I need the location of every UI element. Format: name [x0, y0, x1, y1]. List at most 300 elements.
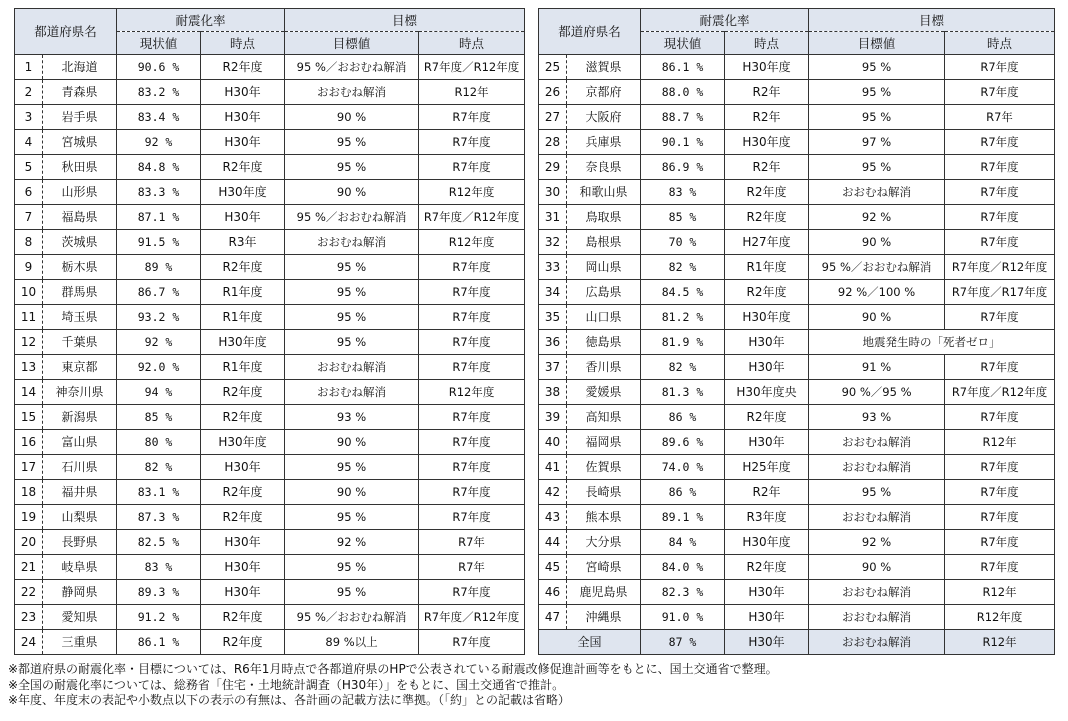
national-rate-value: 87 %	[641, 630, 725, 655]
seismic-rate-time: R2年	[725, 80, 809, 105]
table-row	[539, 405, 1055, 430]
target-value: 90 %	[809, 230, 945, 255]
national-target-value: おおむね解消	[809, 630, 945, 655]
prefecture-name: 宮崎県	[567, 555, 641, 580]
table-row	[15, 205, 525, 230]
row-number: 41	[539, 455, 567, 480]
prefecture-name: 京都府	[567, 80, 641, 105]
target-time: R7年	[419, 555, 525, 580]
table-row	[15, 430, 525, 455]
table-row	[15, 130, 525, 155]
table-row	[539, 80, 1055, 105]
row-number: 2	[15, 80, 43, 105]
target-value: 95 %	[285, 580, 419, 605]
table-row	[539, 255, 1055, 280]
target-time: R12年度	[419, 180, 525, 205]
header-rate-group: 耐震化率	[641, 9, 809, 32]
target-value: 95 %／おおむね解消	[285, 605, 419, 630]
seismic-rate-value: 84 %	[641, 530, 725, 555]
prefecture-name: 滋賀県	[567, 55, 641, 80]
prefecture-name: 沖縄県	[567, 605, 641, 630]
prefecture-name: 山梨県	[43, 505, 117, 530]
seismic-rate-time: R1年度	[201, 355, 285, 380]
target-time: R7年度	[945, 80, 1055, 105]
footnotes	[8, 662, 778, 709]
table-row	[15, 80, 525, 105]
seismic-rate-time: R1年度	[201, 305, 285, 330]
table-row	[539, 530, 1055, 555]
seismic-rate-time: H30年度	[725, 530, 809, 555]
seismic-rate-value: 83 %	[641, 180, 725, 205]
seismic-rate-value: 81.9 %	[641, 330, 725, 355]
row-number: 11	[15, 305, 43, 330]
seismic-rate-value: 86.7 %	[117, 280, 201, 305]
prefecture-name: 佐賀県	[567, 455, 641, 480]
table-row	[539, 355, 1055, 380]
footnote: ※都道府県の耐震化率・目標については、R6年1月時点で各都道府県のHPで公表されている耐震改修促進計画等をもとに、国土交通省で整理。	[8, 662, 778, 676]
seismic-rate-time: R2年度	[201, 630, 285, 655]
row-number: 4	[15, 130, 43, 155]
target-time: R7年度	[945, 155, 1055, 180]
table-row	[15, 230, 525, 255]
row-number: 37	[539, 355, 567, 380]
target-time: R7年度	[945, 405, 1055, 430]
target-value: 95 %	[285, 505, 419, 530]
seismic-rate-time: H30年	[725, 580, 809, 605]
target-time: R7年度	[419, 105, 525, 130]
seismic-rate-value: 86.9 %	[641, 155, 725, 180]
table-row	[15, 630, 525, 655]
target-value: 95 %／おおむね解消	[285, 205, 419, 230]
seismic-rate-time: R1年度	[725, 255, 809, 280]
seismic-rate-value: 86 %	[641, 480, 725, 505]
target-value: おおむね解消	[285, 380, 419, 405]
row-number: 17	[15, 455, 43, 480]
target-time: R12年度	[945, 605, 1055, 630]
prefecture-name: 茨城県	[43, 230, 117, 255]
target-time: R7年度	[419, 155, 525, 180]
table-row	[15, 580, 525, 605]
seismic-rate-value: 82.5 %	[117, 530, 201, 555]
header-target-time: 時点	[419, 32, 525, 55]
target-value: おおむね解消	[809, 430, 945, 455]
target-time: R7年度	[419, 480, 525, 505]
target-value: 95 %	[809, 55, 945, 80]
prefecture-name: 福島県	[43, 205, 117, 230]
seismic-rate-time: H27年度	[725, 230, 809, 255]
target-value: おおむね解消	[809, 580, 945, 605]
target-value: おおむね解消	[285, 230, 419, 255]
target-time: R7年度	[945, 455, 1055, 480]
table-row	[539, 330, 1055, 355]
seismic-rate-time: R3年	[201, 230, 285, 255]
table-row	[15, 305, 525, 330]
target-time: R7年度	[945, 305, 1055, 330]
seismic-rate-time: R2年度	[725, 180, 809, 205]
prefecture-name: 長崎県	[567, 480, 641, 505]
seismic-rate-time: R2年度	[725, 405, 809, 430]
target-time: R7年度	[945, 355, 1055, 380]
seismic-rate-time: R2年	[725, 155, 809, 180]
seismic-rate-value: 88.7 %	[641, 105, 725, 130]
table-row	[15, 55, 525, 80]
table-row	[15, 405, 525, 430]
seismic-rate-time: H30年度	[725, 130, 809, 155]
table-row	[15, 330, 525, 355]
target-value: 91 %	[809, 355, 945, 380]
header-rate-time: 時点	[201, 32, 285, 55]
left-table-body	[15, 55, 525, 655]
target-value: 92 %	[809, 530, 945, 555]
row-number: 35	[539, 305, 567, 330]
target-value: 97 %	[809, 130, 945, 155]
prefecture-name: 山形県	[43, 180, 117, 205]
table-row	[539, 305, 1055, 330]
prefecture-name: 高知県	[567, 405, 641, 430]
prefecture-name: 香川県	[567, 355, 641, 380]
row-number: 14	[15, 380, 43, 405]
prefecture-name: 富山県	[43, 430, 117, 455]
target-value: 95 %	[285, 455, 419, 480]
seismic-rate-time: R2年度	[201, 380, 285, 405]
header-current: 現状値	[117, 32, 201, 55]
target-time: R12年	[419, 80, 525, 105]
seismic-rate-time: R2年度	[201, 605, 285, 630]
row-number: 33	[539, 255, 567, 280]
seismic-rate-value: 92 %	[117, 330, 201, 355]
row-number: 23	[15, 605, 43, 630]
seismic-rate-time: R3年度	[725, 505, 809, 530]
target-value: 95 %	[809, 105, 945, 130]
target-time: R7年度	[419, 405, 525, 430]
row-number: 15	[15, 405, 43, 430]
table-row	[539, 430, 1055, 455]
seismic-rate-value: 92.0 %	[117, 355, 201, 380]
target-time: R7年度	[419, 430, 525, 455]
table-row	[539, 230, 1055, 255]
seismic-rate-time: R2年度	[201, 55, 285, 80]
target-time: R12年度	[419, 230, 525, 255]
target-value: 90 %	[285, 180, 419, 205]
target-value: おおむね解消	[809, 505, 945, 530]
table-row	[539, 580, 1055, 605]
target-time: R7年度	[419, 455, 525, 480]
target-time: R7年度	[419, 330, 525, 355]
prefecture-name: 栃木県	[43, 255, 117, 280]
row-number: 16	[15, 430, 43, 455]
prefecture-name: 石川県	[43, 455, 117, 480]
row-number: 8	[15, 230, 43, 255]
prefecture-name: 埼玉県	[43, 305, 117, 330]
target-value: 95 %	[285, 305, 419, 330]
seismic-rate-value: 83.2 %	[117, 80, 201, 105]
prefecture-name: 熊本県	[567, 505, 641, 530]
seismic-rate-value: 94 %	[117, 380, 201, 405]
header-rate-group: 耐震化率	[117, 9, 285, 32]
target-value: 90 %	[809, 305, 945, 330]
target-value: 95 %／おおむね解消	[809, 255, 945, 280]
target-value: 95 %	[285, 280, 419, 305]
target-time: R7年度	[419, 280, 525, 305]
table-row	[15, 105, 525, 130]
target-time: R7年度	[419, 305, 525, 330]
target-value: 95 %	[809, 80, 945, 105]
target-time: R7年	[419, 530, 525, 555]
prefecture-name: 岩手県	[43, 105, 117, 130]
seismic-rate-value: 92 %	[117, 130, 201, 155]
seismic-rate-time: R2年度	[725, 205, 809, 230]
table-row	[539, 180, 1055, 205]
row-number: 46	[539, 580, 567, 605]
seismic-rate-time: R2年度	[725, 555, 809, 580]
seismic-rate-value: 83.4 %	[117, 105, 201, 130]
table-row	[15, 155, 525, 180]
prefecture-name: 東京都	[43, 355, 117, 380]
row-number: 30	[539, 180, 567, 205]
prefecture-name: 福井県	[43, 480, 117, 505]
row-number: 25	[539, 55, 567, 80]
target-value: おおむね解消	[809, 455, 945, 480]
seismic-rate-time: R2年度	[201, 480, 285, 505]
target-time: R7年度	[945, 530, 1055, 555]
table-row	[15, 380, 525, 405]
target-value: おおむね解消	[285, 80, 419, 105]
target-time: R7年度	[945, 180, 1055, 205]
target-time: R7年度	[945, 505, 1055, 530]
row-number: 34	[539, 280, 567, 305]
target-time: R7年度	[945, 130, 1055, 155]
seismic-rate-value: 84.0 %	[641, 555, 725, 580]
table-row	[539, 55, 1055, 80]
target-time: R7年度	[945, 205, 1055, 230]
prefecture-name: 岐阜県	[43, 555, 117, 580]
seismic-rate-time: R1年度	[201, 280, 285, 305]
row-number: 6	[15, 180, 43, 205]
seismic-rate-value: 89.3 %	[117, 580, 201, 605]
seismic-rate-value: 85 %	[117, 405, 201, 430]
target-value: おおむね解消	[809, 180, 945, 205]
seismic-rate-value: 80 %	[117, 430, 201, 455]
table-row	[15, 180, 525, 205]
header-target-time: 時点	[945, 32, 1055, 55]
seismic-rate-value: 81.2 %	[641, 305, 725, 330]
table-row	[15, 555, 525, 580]
table-row	[15, 480, 525, 505]
table-row	[15, 505, 525, 530]
prefecture-name: 島根県	[567, 230, 641, 255]
table-row	[15, 455, 525, 480]
seismic-rate-time: H30年度	[201, 430, 285, 455]
seismic-rate-value: 82 %	[641, 255, 725, 280]
header-rate-time: 時点	[725, 32, 809, 55]
row-number: 1	[15, 55, 43, 80]
prefecture-name: 福岡県	[567, 430, 641, 455]
target-value: おおむね解消	[285, 355, 419, 380]
target-value: おおむね解消	[809, 605, 945, 630]
table-row	[539, 155, 1055, 180]
seismic-rate-time: R2年	[725, 480, 809, 505]
target-time: R7年度／R12年度	[945, 380, 1055, 405]
national-label: 全国	[539, 630, 641, 655]
seismic-rate-time: R2年度	[201, 155, 285, 180]
target-time: R7年度	[419, 580, 525, 605]
seismic-rate-time: H30年度	[201, 330, 285, 355]
footnote: ※年度、年度末の表記や小数点以下の表示の有無は、各計画の記載方法に準拠。（「約」との記載は省略）	[8, 693, 571, 707]
target-value: 95 %／おおむね解消	[285, 55, 419, 80]
header-prefecture: 都道府県名	[539, 9, 641, 55]
row-number: 7	[15, 205, 43, 230]
target-value: 90 %	[285, 480, 419, 505]
prefecture-name: 宮城県	[43, 130, 117, 155]
target-time: R7年度／R17年度	[945, 280, 1055, 305]
target-value: 95 %	[285, 255, 419, 280]
table-row	[539, 480, 1055, 505]
prefecture-name: 鳥取県	[567, 205, 641, 230]
target-time: R7年	[945, 105, 1055, 130]
seismic-rate-value: 88.0 %	[641, 80, 725, 105]
seismic-rate-value: 89 %	[117, 255, 201, 280]
prefecture-name: 大阪府	[567, 105, 641, 130]
table-row	[15, 280, 525, 305]
header-target-group: 目標	[285, 9, 525, 32]
row-number: 21	[15, 555, 43, 580]
seismic-rate-time: R2年度	[201, 405, 285, 430]
target-time: R7年度	[945, 230, 1055, 255]
row-number: 45	[539, 555, 567, 580]
national-target-time: R12年	[945, 630, 1055, 655]
seismic-rate-time: H30年	[725, 330, 809, 355]
prefecture-name: 徳島県	[567, 330, 641, 355]
target-time: R12年度	[419, 380, 525, 405]
seismic-rate-value: 82 %	[641, 355, 725, 380]
table-row	[539, 605, 1055, 630]
row-number: 43	[539, 505, 567, 530]
row-number: 19	[15, 505, 43, 530]
table-row	[539, 380, 1055, 405]
seismic-rate-time: H30年	[201, 555, 285, 580]
target-time: R7年度／R12年度	[419, 605, 525, 630]
prefecture-name: 北海道	[43, 55, 117, 80]
header-target-value: 目標値	[809, 32, 945, 55]
seismic-rate-time: H30年	[201, 455, 285, 480]
seismic-rate-value: 90.1 %	[641, 130, 725, 155]
seismic-rate-time: H30年度	[201, 180, 285, 205]
prefecture-name: 山口県	[567, 305, 641, 330]
target-value: 95 %	[285, 555, 419, 580]
seismic-rate-time: R2年	[725, 105, 809, 130]
target-value: 95 %	[809, 480, 945, 505]
national-rate-time: H30年	[725, 630, 809, 655]
prefecture-name: 静岡県	[43, 580, 117, 605]
right-table	[538, 8, 1055, 655]
table-row	[539, 105, 1055, 130]
seismic-rate-value: 86 %	[641, 405, 725, 430]
left-table	[14, 8, 525, 655]
row-number: 42	[539, 480, 567, 505]
table-row	[539, 455, 1055, 480]
row-number: 26	[539, 80, 567, 105]
table-row	[539, 280, 1055, 305]
seismic-rate-time: H30年	[201, 530, 285, 555]
seismic-rate-value: 81.3 %	[641, 380, 725, 405]
target-value: 地震発生時の「死者ゼロ」	[809, 330, 1055, 355]
prefecture-name: 愛媛県	[567, 380, 641, 405]
target-value: 95 %	[285, 130, 419, 155]
seismic-rate-time: R2年度	[201, 255, 285, 280]
seismic-rate-value: 86.1 %	[641, 55, 725, 80]
target-time: R7年度	[945, 555, 1055, 580]
prefecture-name: 群馬県	[43, 280, 117, 305]
target-value: 92 %	[285, 530, 419, 555]
row-number: 18	[15, 480, 43, 505]
seismic-rate-time: H30年	[725, 605, 809, 630]
seismic-rate-value: 91.2 %	[117, 605, 201, 630]
seismic-rate-time: H30年	[725, 430, 809, 455]
seismic-rate-value: 83.3 %	[117, 180, 201, 205]
header-current: 現状値	[641, 32, 725, 55]
table-row	[539, 205, 1055, 230]
target-time: R7年度／R12年度	[945, 255, 1055, 280]
seismic-rate-value: 82.3 %	[641, 580, 725, 605]
seismic-rate-value: 87.3 %	[117, 505, 201, 530]
prefecture-name: 奈良県	[567, 155, 641, 180]
target-time: R7年度	[419, 130, 525, 155]
target-value: 93 %	[809, 405, 945, 430]
seismic-rate-value: 90.6 %	[117, 55, 201, 80]
prefecture-name: 青森県	[43, 80, 117, 105]
row-number: 40	[539, 430, 567, 455]
target-time: R7年度	[419, 505, 525, 530]
seismic-rate-value: 89.6 %	[641, 430, 725, 455]
header-prefecture: 都道府県名	[15, 9, 117, 55]
target-time: R7年度	[419, 355, 525, 380]
target-time: R12年	[945, 430, 1055, 455]
target-value: 89 %以上	[285, 630, 419, 655]
table-row	[15, 355, 525, 380]
seismic-rate-time: H30年度央	[725, 380, 809, 405]
seismic-rate-value: 87.1 %	[117, 205, 201, 230]
row-number: 20	[15, 530, 43, 555]
seismic-rate-value: 84.8 %	[117, 155, 201, 180]
table-row	[15, 255, 525, 280]
prefecture-name: 長野県	[43, 530, 117, 555]
target-time: R7年度	[419, 255, 525, 280]
seismic-rate-time: H30年	[201, 105, 285, 130]
row-number: 13	[15, 355, 43, 380]
target-value: 90 %	[285, 430, 419, 455]
row-number: 24	[15, 630, 43, 655]
row-number: 47	[539, 605, 567, 630]
prefecture-name: 兵庫県	[567, 130, 641, 155]
row-number: 29	[539, 155, 567, 180]
seismic-rate-value: 85 %	[641, 205, 725, 230]
target-value: 93 %	[285, 405, 419, 430]
seismic-rate-time: R2年度	[201, 505, 285, 530]
row-number: 31	[539, 205, 567, 230]
row-number: 10	[15, 280, 43, 305]
target-value: 90 %／95 %	[809, 380, 945, 405]
seismic-rate-value: 84.5 %	[641, 280, 725, 305]
target-value: 95 %	[285, 330, 419, 355]
right-table-body	[539, 55, 1055, 655]
row-number: 28	[539, 130, 567, 155]
row-number: 44	[539, 530, 567, 555]
seismic-rate-value: 70 %	[641, 230, 725, 255]
table-row	[15, 530, 525, 555]
row-number: 38	[539, 380, 567, 405]
seismic-rate-time: R2年度	[725, 280, 809, 305]
seismic-rate-time: H30年度	[725, 305, 809, 330]
